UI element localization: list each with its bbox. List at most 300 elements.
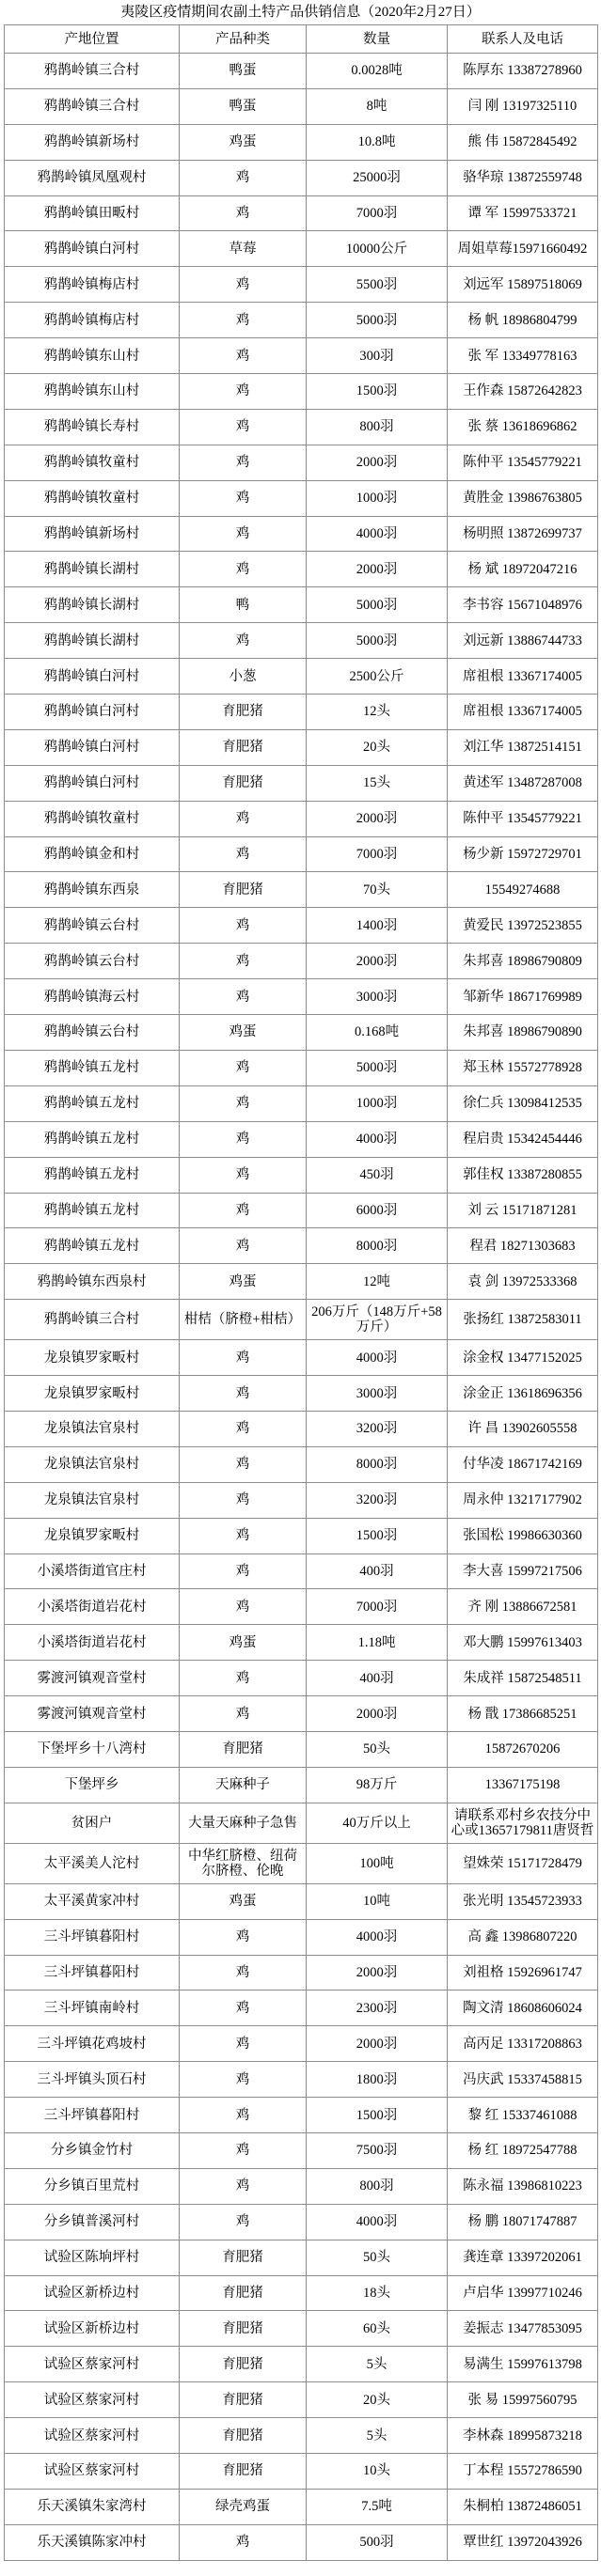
table-row (5, 587, 598, 623)
cell-quantity: 5头 (307, 2347, 448, 2382)
table-row (5, 1768, 598, 1803)
table-row (5, 1340, 598, 1376)
cell-contact: 陈厚东 13387278960 (448, 54, 598, 89)
cell-contact: 徐仁兵 13098412535 (448, 1086, 598, 1122)
cell-contact: 熊 伟 15872845492 (448, 125, 598, 161)
cell-location: 三斗坪镇头顶石村 (5, 2062, 180, 2098)
cell-product: 鸡 (180, 1589, 307, 1625)
table-row (5, 1661, 598, 1696)
cell-location: 试验区新桥边村 (5, 2311, 180, 2347)
cell-product: 鸡 (180, 481, 307, 517)
cell-contact: 黎 红 15337461088 (448, 2098, 598, 2133)
cell-product: 鸡 (180, 1376, 307, 1412)
cell-quantity: 20头 (307, 2382, 448, 2418)
cell-product: 大量天麻种子急售 (180, 1803, 307, 1844)
cell-product: 育肥猪 (180, 766, 307, 802)
cell-contact: 高 鑫 13986807220 (448, 1920, 598, 1956)
cell-product: 鸡蛋 (180, 1264, 307, 1300)
table-row (5, 125, 598, 161)
header-contact: 联系人及电话 (448, 25, 598, 54)
cell-product: 育肥猪 (180, 730, 307, 766)
cell-product: 鸭 (180, 587, 307, 623)
cell-quantity: 2000羽 (307, 802, 448, 837)
cell-contact: 陶文清 18608606024 (448, 1991, 598, 2026)
cell-location: 太平溪黄家冲村 (5, 1884, 180, 1920)
cell-product: 绿壳鸡蛋 (180, 2490, 307, 2525)
cell-contact: 陈永福 13986810223 (448, 2169, 598, 2205)
cell-product: 鸡 (180, 1412, 307, 1447)
cell-location: 小溪塔街道官庄村 (5, 1554, 180, 1590)
cell-quantity: 450羽 (307, 1158, 448, 1194)
cell-quantity: 3200羽 (307, 1483, 448, 1519)
cell-location: 鸦鹊岭镇海云村 (5, 979, 180, 1015)
cell-quantity: 1000羽 (307, 1086, 448, 1122)
cell-product: 鸡 (180, 837, 307, 873)
cell-location: 分乡镇普溪河村 (5, 2205, 180, 2240)
cell-contact: 龚连章 13397202061 (448, 2240, 598, 2276)
table-row (5, 338, 598, 374)
table-row (5, 1122, 598, 1158)
table-row (5, 1625, 598, 1661)
cell-contact: 杨 红 18972547788 (448, 2133, 598, 2169)
cell-product: 鸡 (180, 623, 307, 659)
cell-quantity: 5头 (307, 2418, 448, 2454)
cell-location: 鸦鹊岭镇梅店村 (5, 303, 180, 338)
cell-contact: 朱邦喜 18986790890 (448, 1015, 598, 1051)
cell-contact: 周姐草莓15971660492 (448, 231, 598, 267)
table-row (5, 1447, 598, 1483)
cell-product: 鸡 (180, 1340, 307, 1376)
cell-location: 雾渡河镇观音堂村 (5, 1661, 180, 1696)
cell-quantity: 50头 (307, 1732, 448, 1768)
cell-contact: 张 军 13349778163 (448, 338, 598, 374)
cell-product: 鸡 (180, 1519, 307, 1554)
cell-product: 鸡 (180, 517, 307, 553)
cell-product: 鸡 (180, 908, 307, 944)
cell-location: 太平溪美人沱村 (5, 1844, 180, 1884)
table-row (5, 2418, 598, 2454)
cell-product: 鸡 (180, 2525, 307, 2561)
table-row (5, 303, 598, 338)
cell-location: 鸦鹊岭镇东山村 (5, 374, 180, 410)
table-row (5, 445, 598, 481)
cell-product: 鸡 (180, 1483, 307, 1519)
cell-product: 育肥猪 (180, 695, 307, 730)
cell-product: 鸡 (180, 1122, 307, 1158)
cell-location: 鸦鹊岭镇三合村 (5, 54, 180, 89)
cell-contact: 覃世红 13972043926 (448, 2525, 598, 2561)
cell-location: 鸦鹊岭镇田畈村 (5, 196, 180, 232)
cell-location: 龙泉镇法官泉村 (5, 1412, 180, 1447)
cell-contact: 黄述军 13487287008 (448, 766, 598, 802)
cell-quantity: 7.5吨 (307, 2490, 448, 2525)
cell-location: 龙泉镇法官泉村 (5, 1483, 180, 1519)
table-row (5, 267, 598, 303)
cell-product: 鸡 (180, 161, 307, 196)
cell-product: 鸡 (180, 802, 307, 837)
cell-quantity: 2000羽 (307, 445, 448, 481)
cell-quantity: 5500羽 (307, 267, 448, 303)
cell-product: 鸡 (180, 1086, 307, 1122)
cell-contact: 涂金权 13477152025 (448, 1340, 598, 1376)
cell-contact: 程君 18271303683 (448, 1228, 598, 1264)
cell-quantity: 7500羽 (307, 2133, 448, 2169)
cell-product: 鸡 (180, 1554, 307, 1590)
cell-contact: 朱邦喜 18986790809 (448, 944, 598, 979)
cell-quantity: 4000羽 (307, 2205, 448, 2240)
cell-location: 试验区蔡家河村 (5, 2382, 180, 2418)
cell-contact: 张光明 13545723933 (448, 1884, 598, 1920)
cell-location: 试验区陈垧坪村 (5, 2240, 180, 2276)
cell-quantity: 98万斤 (307, 1768, 448, 1803)
cell-quantity: 3000羽 (307, 1376, 448, 1412)
table-row (5, 410, 598, 445)
cell-quantity: 18头 (307, 2276, 448, 2312)
cell-contact: 卢启华 13997710246 (448, 2276, 598, 2312)
cell-contact: 朱桐柏 13872486051 (448, 2490, 598, 2525)
cell-contact: 杨 帆 18986804799 (448, 303, 598, 338)
cell-product: 鸡 (180, 196, 307, 232)
cell-product: 育肥猪 (180, 1732, 307, 1768)
cell-product: 鸡 (180, 2205, 307, 2240)
cell-quantity: 15头 (307, 766, 448, 802)
cell-location: 下堡坪乡十八湾村 (5, 1732, 180, 1768)
cell-location: 鸦鹊岭镇五龙村 (5, 1228, 180, 1264)
cell-quantity: 8000羽 (307, 1228, 448, 1264)
cell-quantity: 7000羽 (307, 837, 448, 873)
cell-product: 鸡 (180, 979, 307, 1015)
cell-location: 鸦鹊岭镇东西泉村 (5, 1264, 180, 1300)
table-row (5, 2525, 598, 2561)
cell-contact: 李书容 15671048976 (448, 587, 598, 623)
cell-location: 鸦鹊岭镇白河村 (5, 766, 180, 802)
cell-product: 中华红脐橙、纽荷尔脐橙、伦晚 (180, 1844, 307, 1884)
table-row (5, 54, 598, 89)
cell-quantity: 7000羽 (307, 196, 448, 232)
cell-location: 鸦鹊岭镇金和村 (5, 837, 180, 873)
table-row (5, 1051, 598, 1086)
cell-product: 鸡 (180, 2026, 307, 2062)
cell-quantity: 7000羽 (307, 1589, 448, 1625)
cell-contact: 高丙足 13317208863 (448, 2026, 598, 2062)
cell-location: 雾渡河镇观音堂村 (5, 1696, 180, 1732)
cell-product: 鸡 (180, 410, 307, 445)
cell-product: 鸡 (180, 552, 307, 587)
table-row (5, 2311, 598, 2347)
cell-quantity: 2500公斤 (307, 659, 448, 695)
table-row (5, 2133, 598, 2169)
table-row (5, 1991, 598, 2026)
table-header-row (5, 25, 598, 54)
table-row (5, 2098, 598, 2133)
cell-quantity: 2000羽 (307, 944, 448, 979)
cell-location: 试验区蔡家河村 (5, 2454, 180, 2490)
cell-contact: 刘祖格 15926961747 (448, 1956, 598, 1991)
cell-location: 三斗坪镇暮阳村 (5, 1956, 180, 1991)
cell-contact: 邹新华 18671769989 (448, 979, 598, 1015)
cell-product: 鸡 (180, 374, 307, 410)
cell-location: 三斗坪镇暮阳村 (5, 2098, 180, 2133)
cell-product: 育肥猪 (180, 2418, 307, 2454)
cell-quantity: 5000羽 (307, 303, 448, 338)
cell-product: 育肥猪 (180, 2454, 307, 2490)
cell-quantity: 1500羽 (307, 2098, 448, 2133)
cell-quantity: 3200羽 (307, 1412, 448, 1447)
cell-product: 鸡 (180, 1051, 307, 1086)
cell-location: 龙泉镇法官泉村 (5, 1447, 180, 1483)
cell-quantity: 100吨 (307, 1844, 448, 1884)
cell-quantity: 4000羽 (307, 1340, 448, 1376)
cell-quantity: 400羽 (307, 1554, 448, 1590)
header-product: 产品种类 (180, 25, 307, 54)
cell-quantity: 4000羽 (307, 517, 448, 553)
cell-product: 育肥猪 (180, 2382, 307, 2418)
cell-contact: 程启贵 15342454446 (448, 1122, 598, 1158)
cell-location: 鸦鹊岭镇三合村 (5, 1300, 180, 1340)
cell-contact: 15549274688 (448, 872, 598, 908)
cell-contact: 杨少新 15972729701 (448, 837, 598, 873)
table-row (5, 872, 598, 908)
cell-location: 三斗坪镇南岭村 (5, 1991, 180, 2026)
cell-quantity: 6000羽 (307, 1194, 448, 1229)
cell-quantity: 2000羽 (307, 552, 448, 587)
table-row (5, 1920, 598, 1956)
cell-location: 鸦鹊岭镇云台村 (5, 908, 180, 944)
cell-product: 鸡 (180, 2169, 307, 2205)
cell-contact: 杨 戬 17386685251 (448, 1696, 598, 1732)
cell-product: 鸡 (180, 1991, 307, 2026)
cell-product: 鸡 (180, 944, 307, 979)
cell-product: 柑桔（脐橙+柑桔） (180, 1300, 307, 1340)
cell-location: 分乡镇金竹村 (5, 2133, 180, 2169)
cell-contact: 黄胜金 13986763805 (448, 481, 598, 517)
cell-quantity: 12吨 (307, 1264, 448, 1300)
cell-product: 育肥猪 (180, 2347, 307, 2382)
cell-location: 小溪塔街道岩花村 (5, 1589, 180, 1625)
cell-location: 乐天溪镇陈家冲村 (5, 2525, 180, 2561)
cell-quantity: 1400羽 (307, 908, 448, 944)
cell-quantity: 12头 (307, 695, 448, 730)
cell-contact: 刘远军 15897518069 (448, 267, 598, 303)
cell-product: 育肥猪 (180, 2240, 307, 2276)
cell-product: 鸡 (180, 1228, 307, 1264)
cell-product: 鸡 (180, 1661, 307, 1696)
cell-location: 鸦鹊岭镇五龙村 (5, 1122, 180, 1158)
cell-location: 龙泉镇罗家畈村 (5, 1519, 180, 1554)
cell-contact: 丁本程 15572786590 (448, 2454, 598, 2490)
cell-contact: 席祖根 13367174005 (448, 659, 598, 695)
cell-location: 三斗坪镇暮阳村 (5, 1920, 180, 1956)
table-row (5, 766, 598, 802)
table-row (5, 1264, 598, 1300)
cell-location: 鸦鹊岭镇五龙村 (5, 1086, 180, 1122)
table-row (5, 1158, 598, 1194)
cell-location: 鸦鹊岭镇白河村 (5, 231, 180, 267)
cell-quantity: 4000羽 (307, 1122, 448, 1158)
cell-quantity: 400羽 (307, 1661, 448, 1696)
cell-product: 鸡 (180, 2062, 307, 2098)
cell-contact: 谭 军 15997533721 (448, 196, 598, 232)
cell-product: 小葱 (180, 659, 307, 695)
cell-product: 鸡 (180, 1194, 307, 1229)
cell-product: 鸡 (180, 1920, 307, 1956)
cell-product: 鸡 (180, 1447, 307, 1483)
table-row (5, 695, 598, 730)
table-row (5, 231, 598, 267)
table-row (5, 2026, 598, 2062)
table-row (5, 1300, 598, 1340)
cell-contact: 袁 剑 13972533368 (448, 1264, 598, 1300)
cell-contact: 杨 斌 18972047216 (448, 552, 598, 587)
cell-contact: 骆华琼 13872559748 (448, 161, 598, 196)
cell-product: 鸡 (180, 338, 307, 374)
cell-contact: 易满生 15997613798 (448, 2347, 598, 2382)
table-row (5, 2205, 598, 2240)
cell-contact: 冯庆武 15337458815 (448, 2062, 598, 2098)
cell-product: 鸭蛋 (180, 89, 307, 125)
table-row (5, 1554, 598, 1590)
cell-contact: 陈仲平 13545779221 (448, 802, 598, 837)
cell-product: 鸡蛋 (180, 125, 307, 161)
cell-location: 鸦鹊岭镇牧童村 (5, 802, 180, 837)
cell-quantity: 1500羽 (307, 374, 448, 410)
cell-quantity: 10.8吨 (307, 125, 448, 161)
table-row (5, 374, 598, 410)
cell-contact: 姜振志 13477853095 (448, 2311, 598, 2347)
cell-contact: 张国松 19986630360 (448, 1519, 598, 1554)
cell-location: 乐天溪镇朱家湾村 (5, 2490, 180, 2525)
table-row (5, 552, 598, 587)
table-row (5, 802, 598, 837)
table-row (5, 2382, 598, 2418)
cell-product: 鸭蛋 (180, 54, 307, 89)
cell-contact: 齐 刚 13886672581 (448, 1589, 598, 1625)
cell-location: 下堡坪乡 (5, 1768, 180, 1803)
cell-product: 鸡蛋 (180, 1884, 307, 1920)
cell-quantity: 2000羽 (307, 1956, 448, 1991)
cell-contact: 望姝荣 15171728479 (448, 1844, 598, 1884)
table-row (5, 2276, 598, 2312)
cell-quantity: 20头 (307, 730, 448, 766)
page-title: 夷陵区疫情期间农副土特产品供销信息（2020年2月27日） (120, 5, 481, 20)
cell-quantity: 0.168吨 (307, 1015, 448, 1051)
cell-contact: 15872670206 (448, 1732, 598, 1768)
cell-contact: 张扬红 13872583011 (448, 1300, 598, 1340)
cell-location: 鸦鹊岭镇长湖村 (5, 552, 180, 587)
cell-contact: 周永仲 13217177902 (448, 1483, 598, 1519)
table-row (5, 1803, 598, 1844)
cell-location: 试验区新桥边村 (5, 2276, 180, 2312)
cell-quantity: 206万斤（148万斤+58万斤） (307, 1300, 448, 1340)
cell-quantity: 50头 (307, 2240, 448, 2276)
cell-contact: 13367175198 (448, 1768, 598, 1803)
cell-contact: 杨明照 13872699737 (448, 517, 598, 553)
table-row (5, 659, 598, 695)
cell-product: 天麻种子 (180, 1768, 307, 1803)
table-row (5, 2169, 598, 2205)
cell-quantity: 40万斤以上 (307, 1803, 448, 1844)
cell-contact: 涂金正 13618696356 (448, 1376, 598, 1412)
cell-location: 鸦鹊岭镇长寿村 (5, 410, 180, 445)
table-row (5, 517, 598, 553)
cell-location: 试验区蔡家河村 (5, 2347, 180, 2382)
cell-quantity: 2300羽 (307, 1991, 448, 2026)
cell-location: 鸦鹊岭镇东山村 (5, 338, 180, 374)
cell-location: 鸦鹊岭镇白河村 (5, 695, 180, 730)
cell-product: 鸡 (180, 1696, 307, 1732)
cell-contact: 王作森 15872642823 (448, 374, 598, 410)
cell-product: 育肥猪 (180, 2276, 307, 2312)
cell-contact: 刘 云 15171871281 (448, 1194, 598, 1229)
cell-location: 鸦鹊岭镇牧童村 (5, 481, 180, 517)
cell-quantity: 60头 (307, 2311, 448, 2347)
table-row (5, 1086, 598, 1122)
table-row (5, 1732, 598, 1768)
cell-contact: 陈仲平 13545779221 (448, 445, 598, 481)
cell-contact: 张 易 15997560795 (448, 2382, 598, 2418)
cell-location: 鸦鹊岭镇长湖村 (5, 623, 180, 659)
cell-quantity: 10吨 (307, 1884, 448, 1920)
cell-product: 鸡 (180, 1956, 307, 1991)
cell-location: 鸦鹊岭镇云台村 (5, 944, 180, 979)
table-row (5, 1483, 598, 1519)
cell-location: 鸦鹊岭镇新场村 (5, 125, 180, 161)
table-row (5, 944, 598, 979)
cell-location: 鸦鹊岭镇东西泉 (5, 872, 180, 908)
cell-contact: 郭佳权 13387280855 (448, 1158, 598, 1194)
table-row (5, 730, 598, 766)
cell-quantity: 10000公斤 (307, 231, 448, 267)
cell-location: 鸦鹊岭镇长湖村 (5, 587, 180, 623)
cell-quantity: 1.18吨 (307, 1625, 448, 1661)
cell-quantity: 1500羽 (307, 1519, 448, 1554)
cell-location: 鸦鹊岭镇五龙村 (5, 1051, 180, 1086)
table-row (5, 196, 598, 232)
cell-quantity: 800羽 (307, 2169, 448, 2205)
cell-location: 鸦鹊岭镇五龙村 (5, 1158, 180, 1194)
cell-quantity: 2000羽 (307, 2026, 448, 2062)
table-row (5, 1696, 598, 1732)
table-row (5, 837, 598, 873)
cell-contact: 黄爱民 13972523855 (448, 908, 598, 944)
cell-quantity: 0.0028吨 (307, 54, 448, 89)
cell-location: 小溪塔街道岩花村 (5, 1625, 180, 1661)
table-row (5, 1412, 598, 1447)
header-location: 产地位置 (5, 25, 180, 54)
cell-contact: 张 蔡 13618696862 (448, 410, 598, 445)
table-row (5, 89, 598, 125)
cell-location: 分乡镇百里荒村 (5, 2169, 180, 2205)
cell-product: 育肥猪 (180, 872, 307, 908)
cell-location: 鸦鹊岭镇云台村 (5, 1015, 180, 1051)
cell-quantity: 5000羽 (307, 623, 448, 659)
cell-quantity: 8000羽 (307, 1447, 448, 1483)
cell-quantity: 2000羽 (307, 1696, 448, 1732)
cell-location: 贫困户 (5, 1803, 180, 1844)
table-row (5, 1956, 598, 1991)
cell-contact: 杨 鹏 18071747887 (448, 2205, 598, 2240)
cell-quantity: 300羽 (307, 338, 448, 374)
table-row (5, 623, 598, 659)
cell-quantity: 1000羽 (307, 481, 448, 517)
cell-location: 鸦鹊岭镇五龙村 (5, 1194, 180, 1229)
table-body (5, 54, 598, 2561)
cell-location: 鸦鹊岭镇梅店村 (5, 267, 180, 303)
table-row (5, 1844, 598, 1884)
cell-contact: 请联系邓村乡农技分中心或13657179811唐贤哲 (448, 1803, 598, 1844)
cell-product: 鸡 (180, 303, 307, 338)
header-quantity: 数量 (307, 25, 448, 54)
